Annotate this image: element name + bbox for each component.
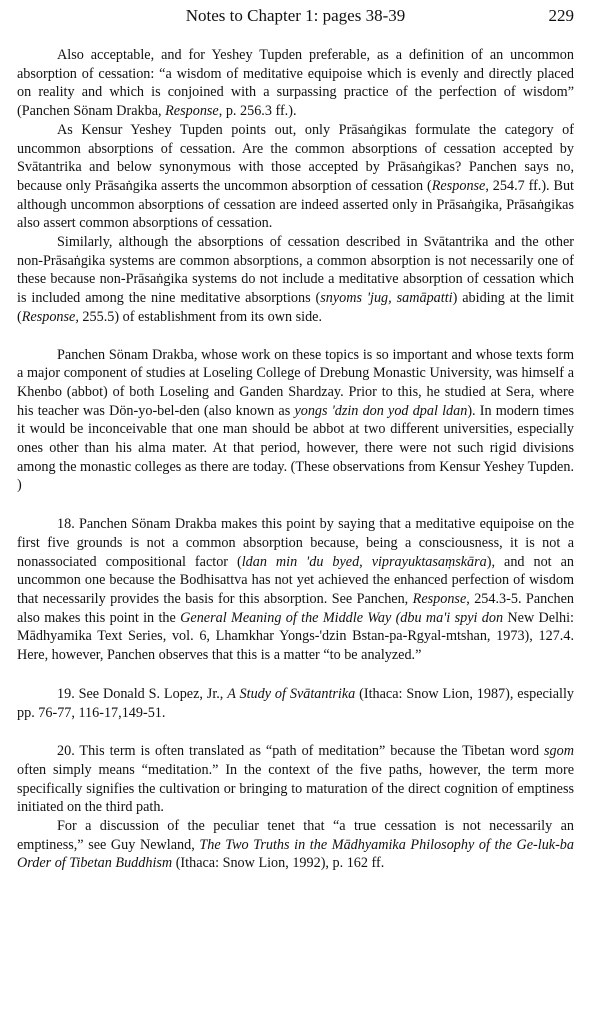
italic-title: The Two Truths in the Mādhyamika Philosophy of the Ge-luk-ba Order of Tibetan Buddhism	[17, 836, 574, 872]
paragraph-true-cessation	[17, 817, 574, 873]
text-run: , 254.3-5. Panchen also makes this point in the	[17, 590, 574, 626]
text-run: New Delhi: Mādhyamika Text Series, vol. 6, Lhamkhar Yongs-'dzin Bstan-pa-Rgyal-mtshan, 1973), 127.4. Here, however, Panchen observes that this is a matter “to be analyzed.”	[17, 609, 574, 664]
text-run: , p. 256.3 ff.).	[218, 103, 297, 120]
text-run: often simply means “meditation.” In the context of the five paths, however, the term more specifically signifies the cultivation or bringing to maturation of the direct cognition of emptiness initiated on the third path.	[17, 761, 574, 816]
paragraph-prasangika-category	[17, 121, 574, 233]
page-number: 229	[548, 6, 574, 25]
note-19	[17, 685, 574, 722]
text-run: ). In modern times it would be inconceivable that one man should be abbot at two different universities, especially ones other than his alma mater. At that period, however, there were not such rigid divisions among the monastic colleges as there are today. (These observations from Kensur Yeshey Tupden. )	[17, 402, 575, 494]
italic-title: Response,	[21, 308, 79, 325]
text-run: , 254.7 ff.). But although uncommon absorptions of cessation are indeed asserted only in Prāsaṅgika, Prāsaṅgikas also assert common absorptions of cessation.	[17, 177, 574, 232]
text-run: ) abiding at the limit (	[17, 290, 574, 325]
text-run: 19. See Donald S. Lopez, Jr.,	[57, 685, 228, 702]
paragraph-yeshey-definition	[17, 46, 574, 121]
note-18	[17, 515, 574, 665]
running-header	[17, 4, 574, 30]
text-run: As Kensur Yeshey Tupden points out, only Prāsaṅgikas formulate the category of uncommon absorptions of cessation. Are the common absorptions of cessation accepted by Svātantrika and below synonymous with those accepted by Prāsaṅgikas? Panchen says no, because only Prāsaṅgika asserts the uncommon absorption of cessation (	[17, 121, 574, 194]
italic-term: yongs 'dzin don yod dpal ldan	[294, 402, 468, 419]
text-run: 255.5) of establishment from its own side.	[78, 308, 323, 325]
text-run: (Ithaca: Snow Lion, 1992), p. 162 ff.	[172, 855, 385, 872]
notes-body	[17, 46, 574, 873]
italic-title: Response	[165, 103, 219, 120]
italic-title: Response	[412, 590, 467, 607]
italic-title: A Study of Svātantrika	[227, 685, 356, 702]
italic-title: General Meaning of the Middle Way (dbu ma'i spyi don	[180, 609, 504, 626]
text-run: (Ithaca: Snow Lion, 1987), especially pp. 76-77, 116-17,149-51.	[17, 685, 575, 721]
note-20	[17, 742, 574, 817]
text-run: ), and not an uncommon one because the Bodhisattva has not yet achieved the enhanced perfection of wisdom that necessarily provides the basis for this absorption. See Panchen,	[17, 553, 574, 607]
text-run: 20. This term is often translated as “path of meditation” because the Tibetan word	[57, 743, 545, 760]
paragraph-panchen-biography	[17, 346, 574, 496]
running-title: Notes to Chapter 1: pages 38-39	[185, 6, 406, 25]
text-run: Also acceptable, and for Yeshey Tupden preferable, as a definition of an uncommon absorption of cessation: “a wisdom of meditative equipoise which is evenly and directly placed on reality and which is conjoined with a surpassing practice of the perfection of wisdom” (Panchen Sönam Drakba,	[17, 47, 574, 120]
text-run: 18. Panchen Sönam Drakba makes this point by saying that a meditative equipoise on the first five grounds is not a common absorption because, being a consciousness, it is not a nonassociated compositional factor (	[17, 516, 574, 570]
paragraph-common-absorptions	[17, 233, 574, 327]
text-run: For a discussion of the peculiar tenet that “a true cessation is not necessarily an emptiness,” see Guy Newland,	[17, 818, 574, 853]
italic-term: sgom	[544, 743, 574, 760]
italic-term: snyoms 'jug, samāpatti	[320, 290, 453, 307]
text-run: Similarly, although the absorptions of cessation described in Svātantrika and the other non-Prāsaṅgika systems are common absorptions, a common absorption is not necessarily one of these because non-Prāsaṅgika systems do not include a meditative absorption of cessation which is included among the nine meditative absorptions (	[17, 234, 574, 307]
text-run: Panchen Sönam Drakba, whose work on these topics is so important and whose texts form a major component of studies at Loseling College of Drebung Monastic University, was himself a Khenbo (abbot) of both Loseling and Ganden Shardzay. Prior to this, he studied at Sera, where his teacher was Dön-yo-bel-den (also known as	[17, 346, 574, 419]
italic-term: ldan min 'du byed, viprayuktasaṃskāra	[241, 553, 487, 570]
italic-title: Response	[431, 177, 486, 194]
